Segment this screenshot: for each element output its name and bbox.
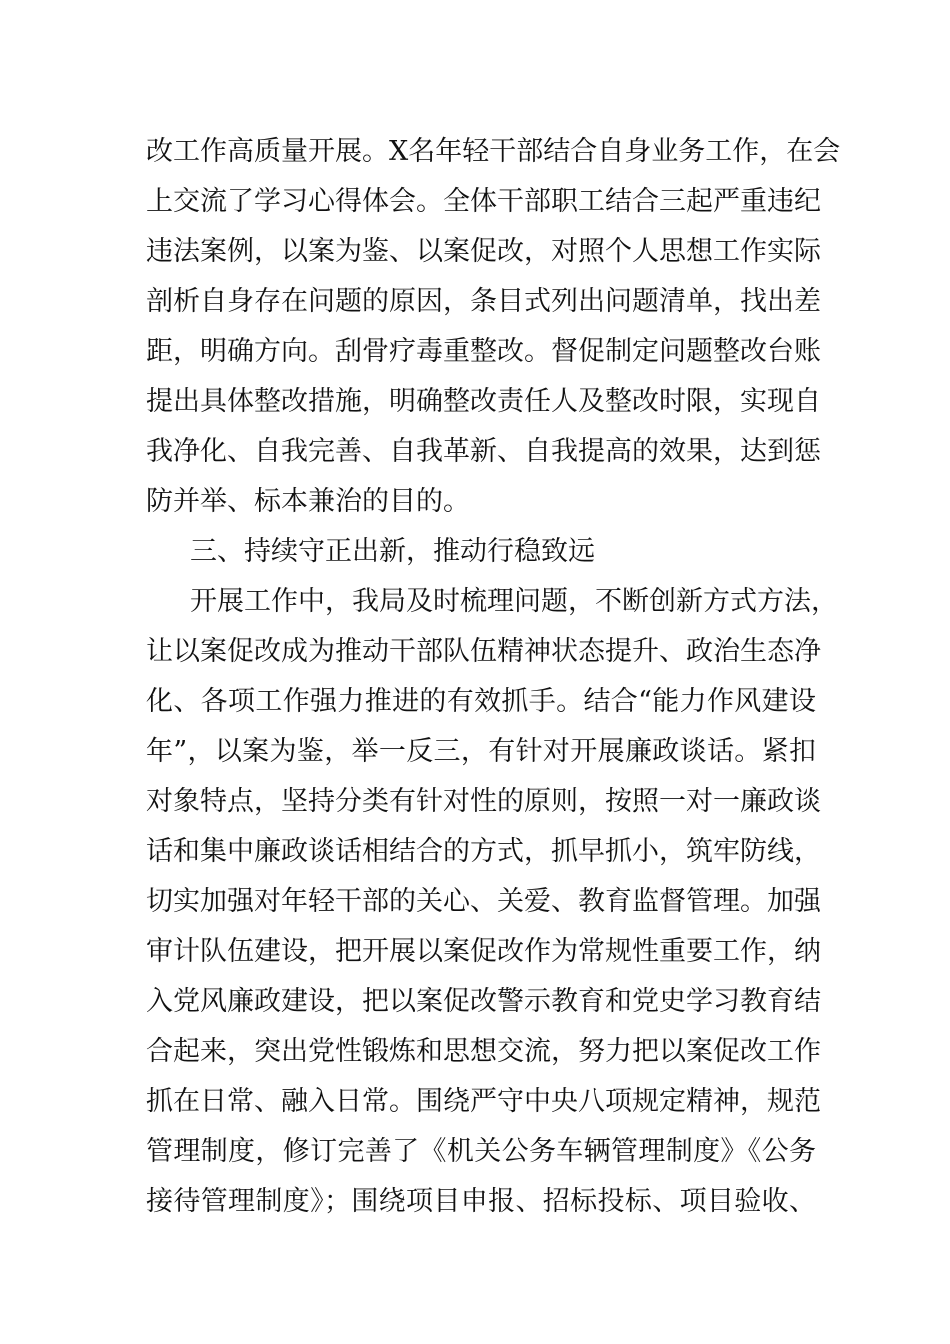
paragraph-line: 接待管理制度》；围绕项目申报、招标投标、项目验收、 xyxy=(146,1186,816,1217)
paragraph-line: 对象特点，坚持分类有针对性的原则，按照一对一廉政谈 xyxy=(146,786,821,817)
paragraph-line: 改工作高质量开展。X名年轻干部结合自身业务工作，在会 xyxy=(146,136,841,167)
paragraph-line: 防并举、标本兼治的目的。 xyxy=(146,486,470,517)
paragraph-line: 我净化、自我完善、自我革新、自我提高的效果，达到惩 xyxy=(146,436,821,467)
paragraph-line: 审计队伍建设，把开展以案促改作为常规性重要工作，纳 xyxy=(146,936,821,967)
paragraph-line: 管理制度，修订完善了《机关公务车辆管理制度》《公务 xyxy=(146,1136,816,1167)
paragraph-line: 提出具体整改措施，明确整改责任人及整改时限，实现自 xyxy=(146,386,821,417)
section-heading: 三、持续守正出新，推动行稳致远 xyxy=(190,536,595,567)
paragraph-line: 剖析自身存在问题的原因，条目式列出问题清单，找出差 xyxy=(146,286,821,317)
paragraph-line: 违法案例，以案为鉴、以案促改，对照个人思想工作实际 xyxy=(146,236,821,267)
paragraph-line: 上交流了学习心得体会。全体干部职工结合三起严重违纪 xyxy=(146,186,821,217)
paragraph-line: 合起来，突出党性锻炼和思想交流，努力把以案促改工作 xyxy=(146,1036,821,1067)
paragraph-line: 年”，以案为鉴，举一反三，有针对开展廉政谈话。紧扣 xyxy=(146,736,816,767)
paragraph-line: 入党风廉政建设，把以案促改警示教育和党史学习教育结 xyxy=(146,986,821,1017)
paragraph-line: 让以案促改成为推动干部队伍精神状态提升、政治生态净 xyxy=(146,636,821,667)
paragraph-line: 开展工作中，我局及时梳理问题，不断创新方式方法， xyxy=(190,586,838,617)
paragraph-line: 话和集中廉政谈话相结合的方式，抓早抓小，筑牢防线， xyxy=(146,836,821,867)
paragraph-line: 抓在日常、融入日常。围绕严守中央八项规定精神，规范 xyxy=(146,1086,821,1117)
paragraph-line: 切实加强对年轻干部的关心、关爱、教育监督管理。加强 xyxy=(146,886,821,917)
paragraph-line: 距，明确方向。刮骨疗毒重整改。督促制定问题整改台账 xyxy=(146,336,821,367)
paragraph-line: 化、各项工作强力推进的有效抓手。结合“能力作风建设 xyxy=(146,686,816,717)
